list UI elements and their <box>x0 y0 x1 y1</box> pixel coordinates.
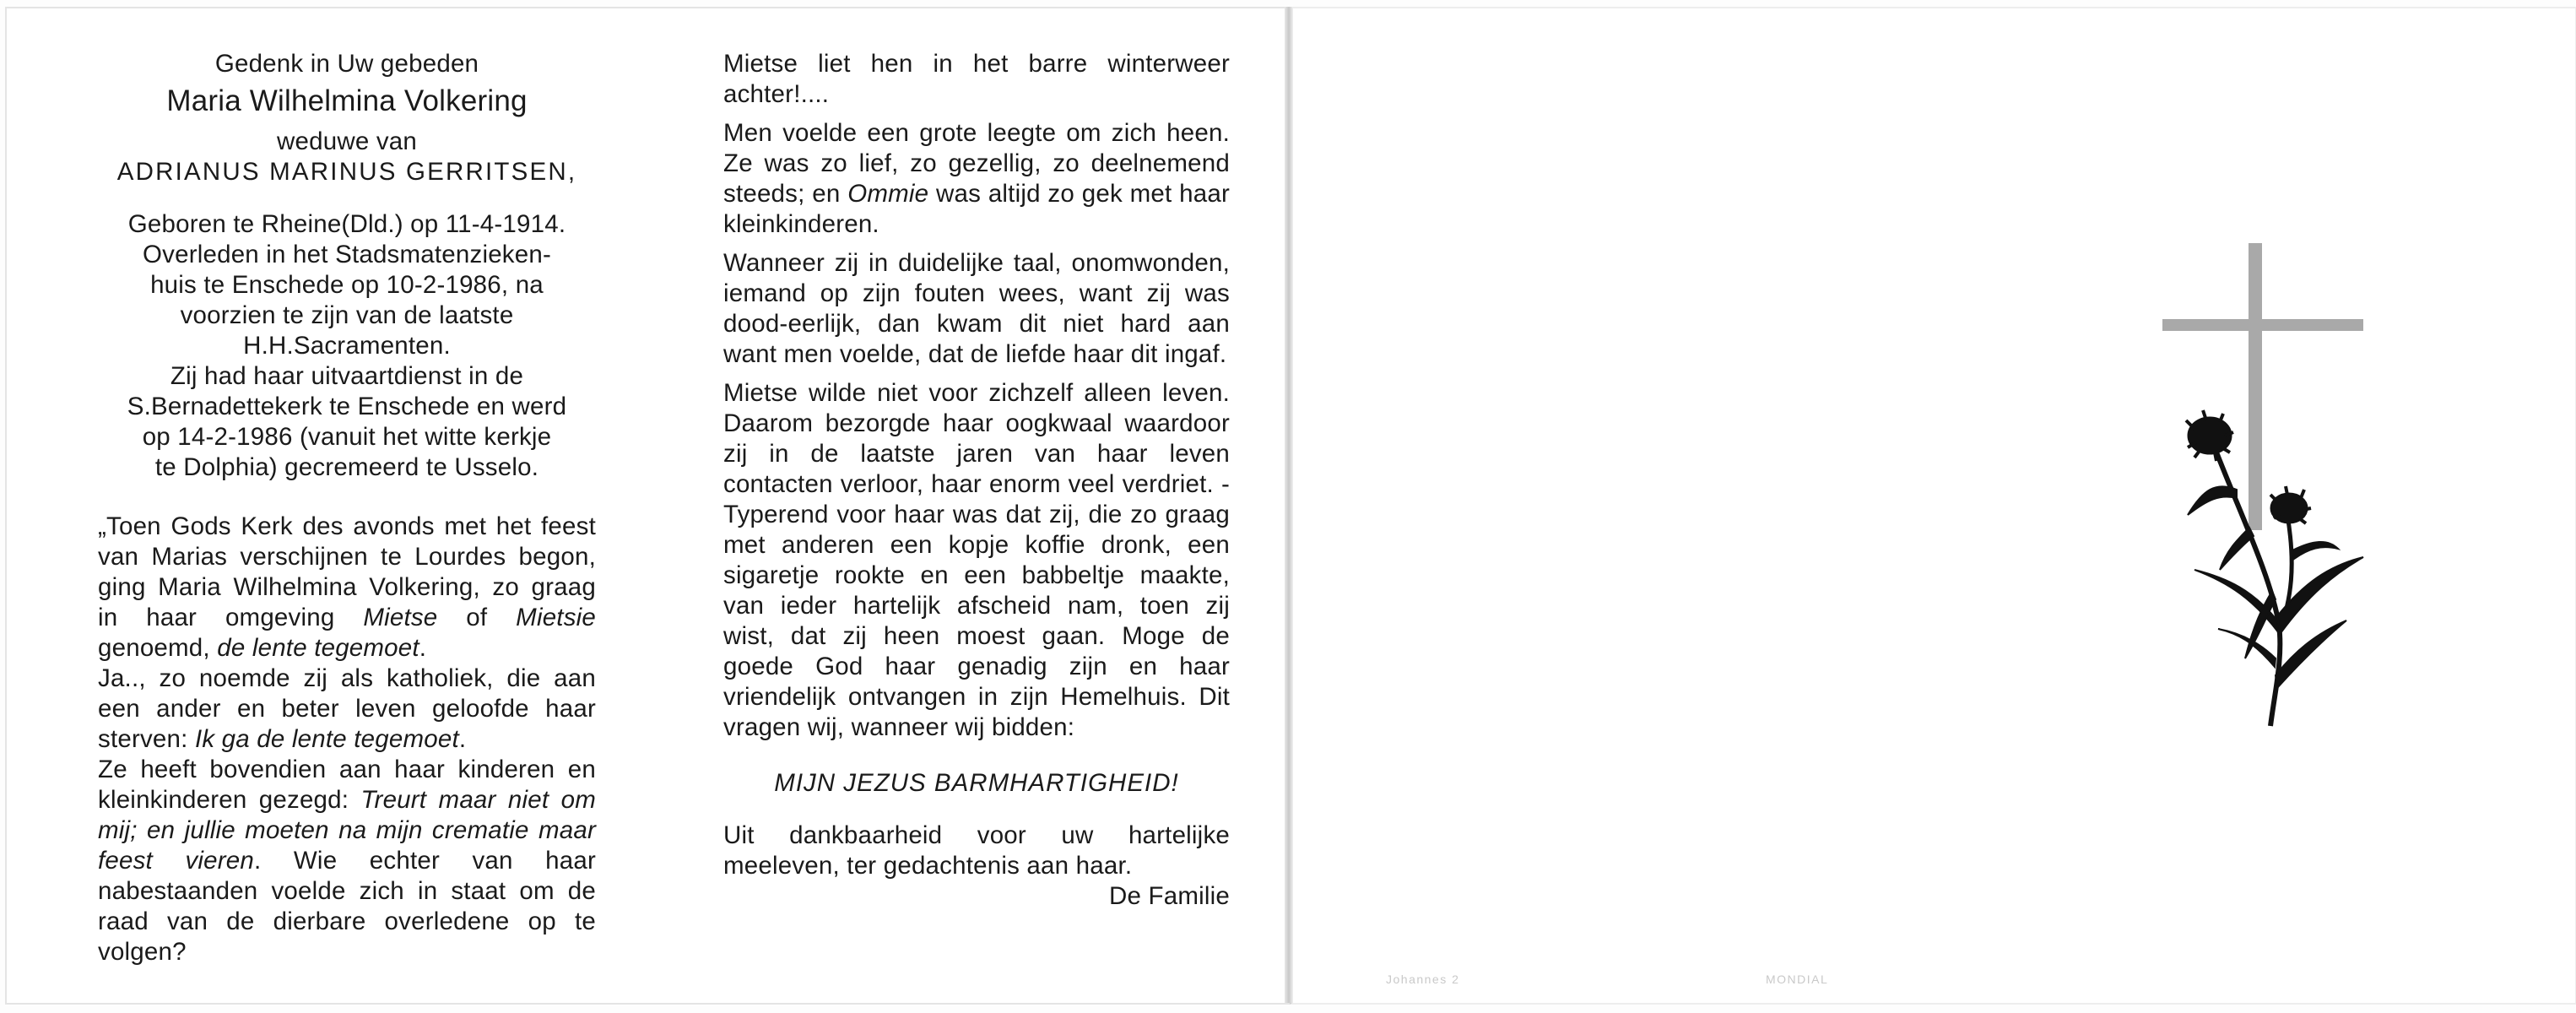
thanks-paragraph: Uit dankbaarheid voor uw hartelijke meeleven, ter gedachtenis aan haar. <box>723 821 1230 880</box>
life-paragraph: Mietse wilde niet voor zichzelf alleen leven. Daarom bezorgde haar oogkwaal waardoor zij in de laatste jaren van haar leven contacten verloor, haar enorm veel verdriet. - Typerend voor haar was dat zij, die zo graag met anderen een kopje koffie dronk, een sigaretje rookte en een babbeltje maakte, van ieder hartelijk afscheid nam, toen zij wist, dat zij heen moest gaan. Moge de goede God haar genadig zijn en haar vriendelijk ontvangen in zijn Hemelhuis. Dit vragen wij, wanneer wij bidden: <box>723 379 1230 741</box>
bio-line: H.H.Sacramenten. <box>243 332 451 360</box>
bio-line: voorzien te zijn van de laatste <box>180 301 514 329</box>
text-column-right <box>723 49 1230 912</box>
intro-line: Gedenk in Uw gebeden <box>214 50 479 78</box>
bio-line: Overleden in het Stadsmatenzieken- <box>143 241 551 268</box>
biography <box>98 209 596 483</box>
spouse-name: ADRIANUS MARINUS GERRITSEN, <box>116 158 577 186</box>
deceased-name: Maria Wilhelmina Volkering <box>166 84 528 117</box>
cross-and-flowers-illustration <box>2135 236 2389 743</box>
story-paragraph-2: Ja.., zo noemde zij als katholiek, die aan een ander en beter leven geloofde haar sterven: Ik ga de lente tegemoet. Ze heeft bovendien aan haar kinderen en kleinkinderen gezegd: Treurt maar niet om mij; en jullie moeten na mijn crematie maar feest vieren. Wie echter van haar nabestaanden voelde zich in staat om de raad van de dierbare overledene op te volgen? <box>98 664 596 966</box>
card-fold <box>1285 7 1293 1003</box>
footer-credit-left: Johannes 2 <box>1386 972 1460 986</box>
bio-line: op 14-2-1986 (vanuit het witte kerkje <box>142 423 552 451</box>
bio-line: Geboren te Rheine(Dld.) op 11-4-1914. <box>127 210 566 238</box>
emptiness-paragraph: Men voelde een grote leegte om zich heen. Ze was zo lief, zo gezellig, zo deelnemend steeds; en Ommie was altijd zo gek met haar kleinkinderen. <box>723 119 1230 238</box>
thistle-flowers-icon <box>2186 410 2363 726</box>
relation-line: weduwe van <box>277 127 417 155</box>
bio-line: S.Bernadettekerk te Enschede en werd <box>127 393 567 420</box>
bio-line: Zij had haar uitvaartdienst in de <box>170 362 524 390</box>
winter-paragraph: Mietse liet hen in het barre winterweer achter!.... <box>723 50 1230 108</box>
honesty-paragraph: Wanneer zij in duidelijke taal, onomwonden, iemand op zijn fouten wees, want zij was dood-eerlijk, dan kwam dit niet hard aan want men voelde, dat de liefde haar dit ingaf. <box>723 249 1230 368</box>
prayer-line: MIJN JEZUS BARMHARTIGHEID! <box>774 769 1179 797</box>
bio-line: te Dolphia) gecremeerd te Usselo. <box>154 453 539 481</box>
text-column-left <box>98 49 596 967</box>
story-paragraph-1: „Toen Gods Kerk des avonds met het feest van Marias verschijnen te Lourdes begon, ging Maria Wilhelmina Volkering, zo graag in haar omgeving Mietse of Mietsie genoemd, de lente tegemoet. <box>98 512 597 662</box>
bio-line: huis te Enschede op 10-2-1986, na <box>150 271 544 299</box>
footer-credit-right: MONDIAL <box>1766 972 1829 986</box>
signature: De Familie <box>1109 882 1230 910</box>
cross-icon <box>2162 243 2363 530</box>
